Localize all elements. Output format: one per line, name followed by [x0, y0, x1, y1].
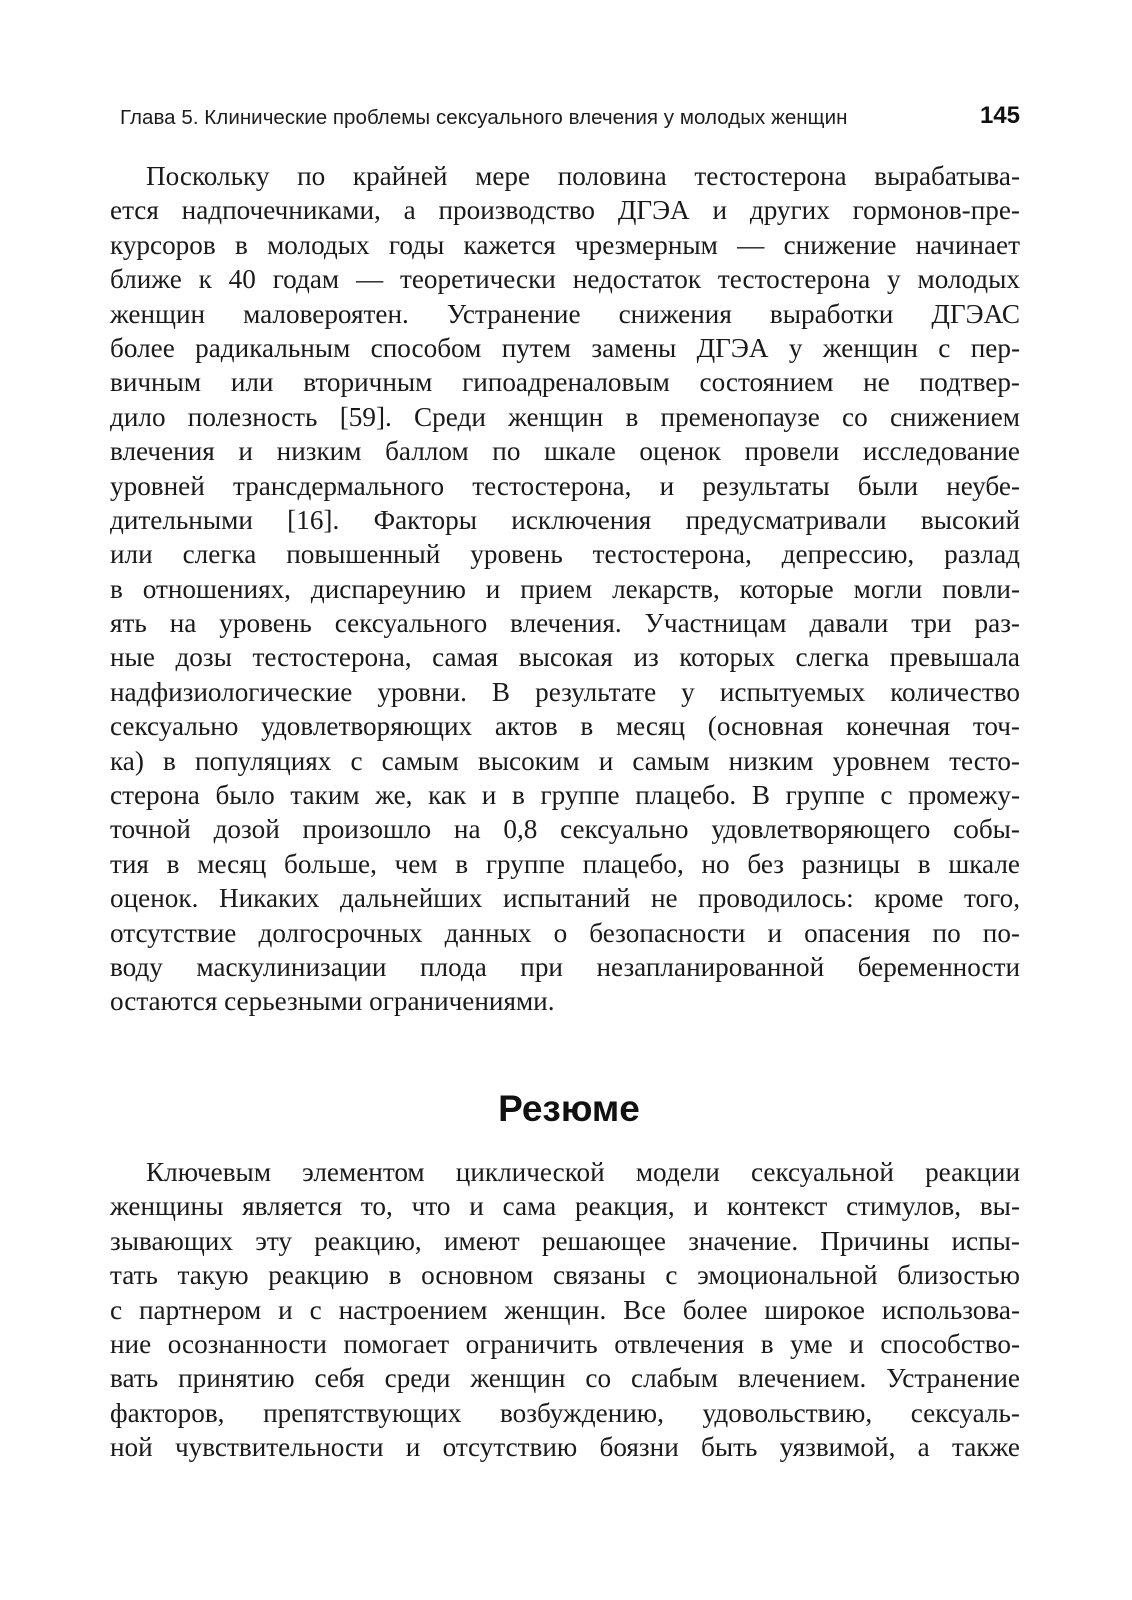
text-line: или слегка повышенный уровень тестостерона, депрессию, разлад [110, 539, 1020, 570]
text-line: ной чувствительности и отсутствию боязни быть уязвимой, а также [110, 1432, 1020, 1463]
text-line: дительными [16]. Факторы исключения предусматривали высокий [110, 504, 1020, 535]
text-line: точной дозой произошло на 0,8 сексуально удовлетворяющего собы- [110, 814, 1020, 845]
text-line: уровней трансдермального тестостерона, и результаты были неубе- [110, 470, 1020, 501]
text-line: ка) в популяциях с самым высоким и самым низким уровнем тесто- [110, 745, 1020, 776]
running-head [120, 102, 1020, 132]
text-line: сексуально удовлетворяющих актов в месяц (основная конечная точ- [110, 711, 1020, 742]
text-line: тия в месяц больше, чем в группе плацебо, но без разницы в шкале [110, 848, 1020, 879]
text-line: остаются серьезными ограничениями. [110, 986, 555, 1017]
text-line: вичным или вторичным гипоадреналовым состоянием не подтвер- [110, 367, 1020, 398]
text-line: тать такую реакцию в основном связаны с эмоциональной близостью [110, 1260, 1020, 1291]
text-line: ние осознанности помогает ограничить отвлечения в уме и способство- [110, 1328, 1020, 1359]
text-line: женщины является то, что и сама реакция, и контекст стимулов, вы- [110, 1191, 1020, 1222]
text-line: воду маскулинизации плода при незапланированной беременности [110, 951, 1020, 982]
text-line: женщин маловероятен. Устранение снижения выработки ДГЭАС [110, 298, 1020, 329]
text-line: зывающих эту реакцию, имеют решающее значение. Причины испы- [110, 1225, 1020, 1256]
text-line: дило полезность [59]. Среди женщин в пременопаузе со снижением [110, 401, 1020, 432]
text-line: вать принятию себя среди женщин со слабым влечением. Устранение [110, 1363, 1020, 1394]
text-line: курсоров в молодых годы кажется чрезмерным — снижение начинает [110, 229, 1020, 260]
text-line: ные дозы тестостерона, самая высокая из которых слегка превышала [110, 642, 1020, 673]
text-line: факторов, препятствующих возбуждению, удовольствию, сексуаль- [110, 1397, 1020, 1428]
text-line: ближе к 40 годам — теоретически недостаток тестостерона у молодых [110, 264, 1020, 295]
text-line: в отношениях, диспареунию и прием лекарств, которые могли повли- [110, 573, 1020, 604]
text-line: ется надпочечниками, а производство ДГЭА и других гормонов-пре- [110, 195, 1020, 226]
summary-paragraph [110, 1155, 1020, 1465]
text-line: ять на уровень сексуального влечения. Участницам давали три раз- [110, 608, 1020, 639]
body-paragraph [110, 159, 1020, 1019]
text-line: оценок. Никаких дальнейших испытаний не проводилось: кроме того, [110, 883, 1020, 914]
text-line: с партнером и с настроением женщин. Все более широкое использова- [110, 1294, 1020, 1325]
section-heading: Резюме [498, 1088, 640, 1129]
text-line: Поскольку по крайней мере половина тестостерона вырабатыва- [146, 161, 1020, 191]
text-line: Ключевым элементом циклической модели сексуальной реакции [146, 1157, 1020, 1187]
running-title: Глава 5. Клинические проблемы сексуального влечения у молодых женщин [120, 106, 848, 129]
text-line: отсутствие долгосрочных данных о безопасности и опасения по по- [110, 917, 1020, 948]
page-number: 145 [979, 102, 1020, 129]
text-line: более радикальным способом путем замены ДГЭА у женщин с пер- [110, 332, 1020, 363]
text-line: надфизиологические уровни. В результате у испытуемых количество [110, 676, 1020, 707]
text-line: влечения и низким баллом по шкале оценок провели исследование [110, 436, 1020, 467]
text-line: стерона было таким же, как и в группе плацебо. В группе с промежу- [110, 780, 1020, 811]
